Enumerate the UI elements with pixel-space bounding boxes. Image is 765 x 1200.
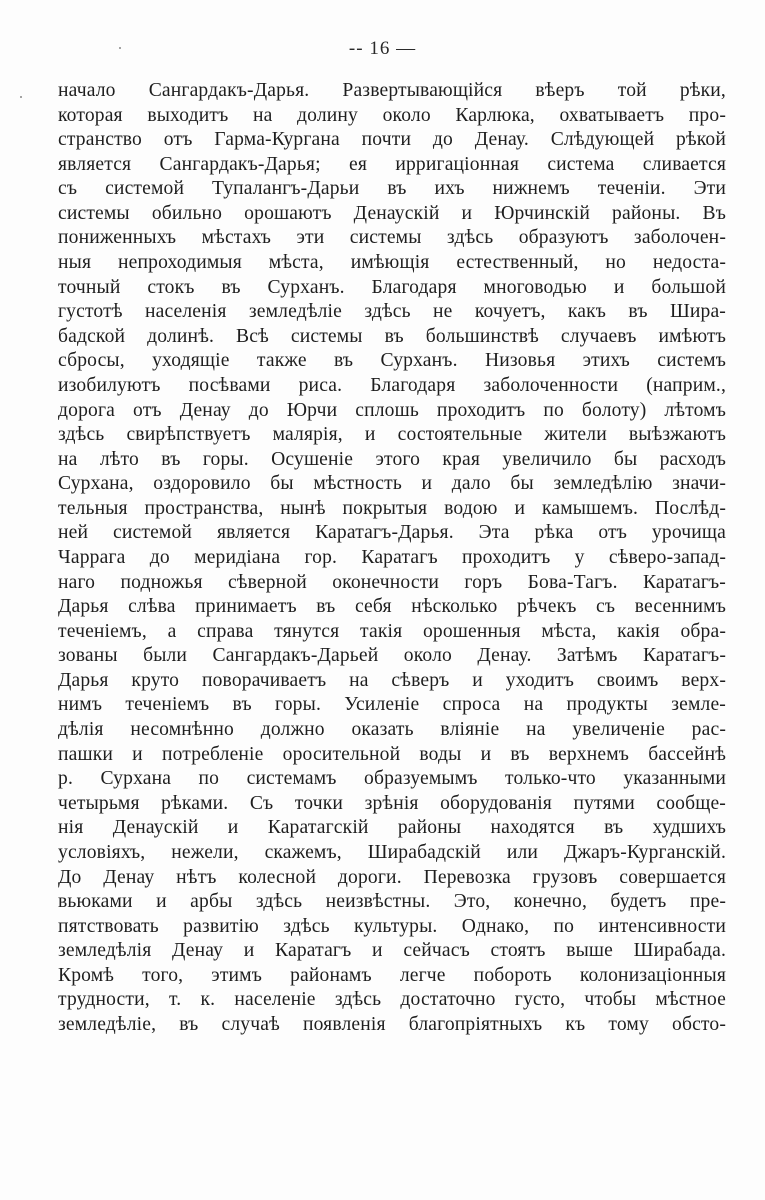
text-line: здѣсь свирѣпствуетъ малярія, и состоятельные жители выѣзжаютъ — [58, 424, 726, 446]
text-line: пашки и потребленіе оросительной воды и въ верхнемъ бассейнѣ — [58, 743, 726, 765]
text-line: дорога отъ Денау до Юрчи сплошь проходитъ по болоту) лѣтомъ — [58, 399, 726, 421]
text-line: Дарья круто поворачиваетъ на сѣверъ и уходитъ своимъ верх- — [58, 669, 726, 691]
text-line: Чаррага до меридіана гор. Каратагъ проходитъ у сѣверо-запад- — [58, 546, 726, 568]
text-line: Кромѣ того, этимъ районамъ легче побороть колонизаціонныя — [58, 964, 726, 986]
text-line: съ системой Тупалангъ-Дарьи въ ихъ нижнемъ теченіи. Эти — [58, 178, 726, 200]
text-line: нимъ теченіемъ въ горы. Усиленіе спроса на продукты земле- — [58, 694, 726, 716]
text-line: теченіемъ, а справа тянутся такія орошенныя мѣста, какія обра- — [58, 620, 726, 642]
text-line: на лѣто въ горы. Осушеніе этого края увеличило бы расходъ — [58, 448, 726, 470]
page-number: -- 16 — — [348, 38, 417, 59]
text-line: земледѣлія Денау и Каратагъ и сейчасъ стоятъ выше Ширабада. — [58, 940, 726, 962]
text-line: является Сангардакъ-Дарья; ея ирригаціонная система сливается — [58, 153, 726, 175]
text-line: зованы были Сангардакъ-Дарьей около Денау. Затѣмъ Каратагъ- — [58, 645, 726, 667]
text-line: пятствовать развитію здѣсь культуры. Однако, по интенсивности — [58, 915, 726, 937]
text-line: Дарья слѣва принимаетъ въ себя нѣсколько рѣчекъ съ весеннимъ — [58, 596, 726, 618]
text-line: трудности, т. к. населеніе здѣсь достаточно густо, чтобы мѣстное — [58, 989, 726, 1011]
text-line: До Денау нѣтъ колесной дороги. Перевозка грузовъ совершается — [58, 866, 726, 888]
text-line: нія Денаускій и Каратагскій районы находятся въ худшихъ — [58, 817, 726, 839]
text-line: четырьмя рѣками. Съ точки зрѣнія оборудованія путями сообще- — [58, 792, 726, 814]
text-line: начало Сангардакъ-Дарья. Развертывающійся вѣеръ той рѣки, — [58, 80, 726, 101]
text-line: странство отъ Гарма-Кургана почти до Денау. Слѣдующей рѣкой — [58, 129, 726, 151]
text-line: изобилуютъ посѣвами риса. Благодаря заболоченности (наприм., — [58, 374, 726, 396]
text-line: густотѣ населенія земледѣліе здѣсь не кочуетъ, какъ въ Шира- — [58, 301, 726, 323]
text-line: системы обильно орошаютъ Денаускій и Юрчинскій районы. Въ — [58, 202, 726, 224]
text-line: наго подножья сѣверной оконечности горъ Бова-Тагъ. Каратагъ- — [58, 571, 726, 593]
text-line: р. Сурхана по системамъ образуемымъ только-что указанными — [58, 768, 726, 790]
text-line: вьюками и арбы здѣсь неизвѣстны. Это, конечно, будетъ пре- — [58, 891, 726, 913]
body-text — [58, 79, 726, 1038]
text-line: дѣлія несомнѣнно должно оказать вліяніе на увеличеніе рас- — [58, 719, 726, 741]
text-line: точный стокъ въ Сурханъ. Благодаря многоводью и большой — [58, 276, 726, 298]
text-line: которая выходитъ на долину около Карлюка, охватываетъ про- — [58, 104, 726, 126]
text-line: ней системой является Каратагъ-Дарья. Эта рѣка отъ урочища — [58, 522, 726, 544]
text-line: земледѣліе, въ случаѣ появленія благопріятныхъ къ тому обсто- — [58, 1013, 726, 1035]
text-line: тельныя пространства, нынѣ покрытыя водою и камышемъ. Послѣд- — [58, 497, 726, 519]
scan-speck — [20, 96, 22, 98]
text-line: пониженныхъ мѣстахъ эти системы здѣсь образуютъ заболочен- — [58, 227, 726, 249]
text-line: ныя непроходимыя мѣста, имѣющія естественный, но недоста- — [58, 252, 726, 274]
text-line: условіяхъ, нежели, скажемъ, Ширабадскій или Джаръ-Курганскій. — [58, 841, 726, 863]
text-line: Сурхана, оздоровило бы мѣстность и дало бы земледѣлію значи- — [58, 473, 726, 495]
text-line: сбросы, уходящіе также въ Сурханъ. Низовья этихъ системъ — [58, 350, 726, 372]
text-line: бадской долинѣ. Всѣ системы въ большинствѣ случаевъ имѣютъ — [58, 325, 726, 347]
